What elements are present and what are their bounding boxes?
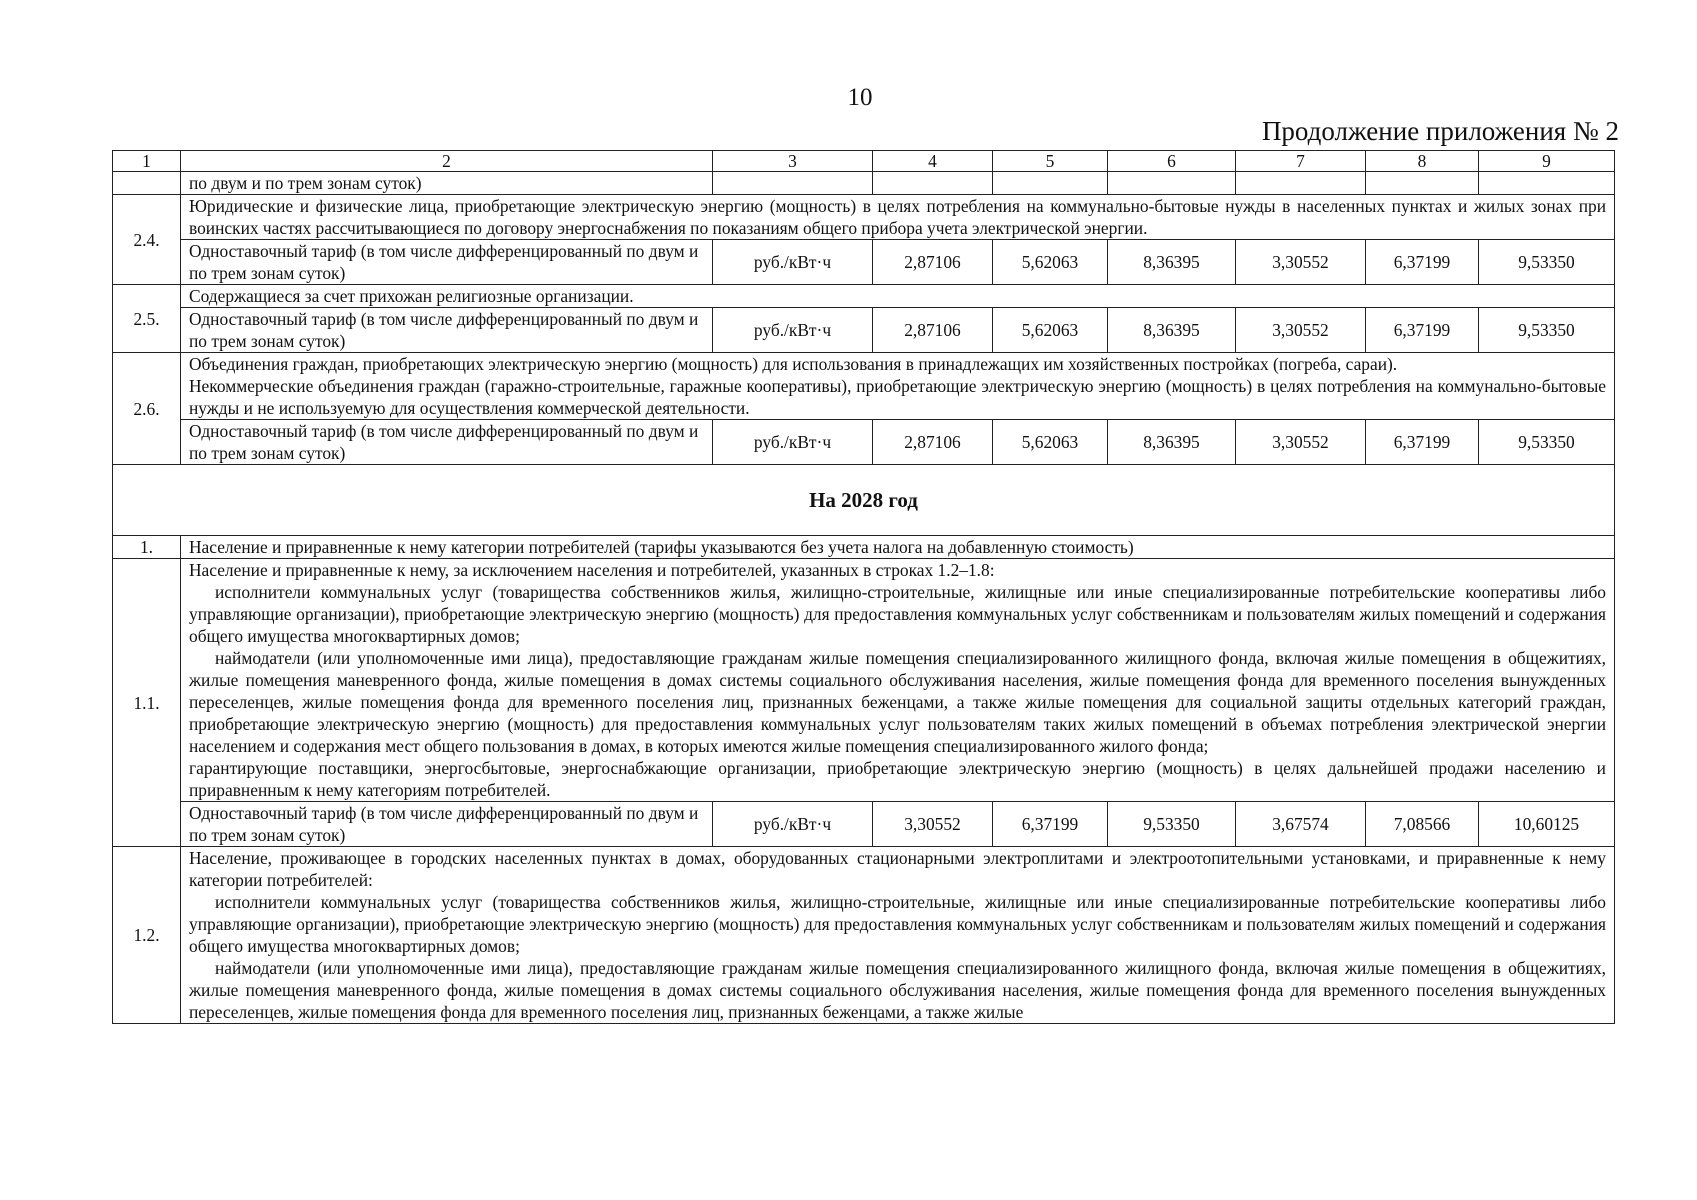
table-row bbox=[113, 285, 1615, 308]
empty-cell bbox=[993, 172, 1108, 195]
column-header: 9 bbox=[1479, 151, 1615, 172]
value-cell: 2,87106 bbox=[873, 308, 993, 353]
value-cell: 2,87106 bbox=[873, 240, 993, 285]
tariff-label: Одноставочный тариф (в том числе дифференцированный по двум и по трем зонам суток) bbox=[181, 802, 713, 847]
row-code-cell bbox=[113, 172, 181, 195]
empty-cell bbox=[1108, 172, 1236, 195]
value-cell: 2,87106 bbox=[873, 420, 993, 465]
value-cell: 8,36395 bbox=[1108, 240, 1236, 285]
value-cell: 9,53350 bbox=[1479, 308, 1615, 353]
value-cell: 6,37199 bbox=[1366, 240, 1479, 285]
unit-cell: руб./кВт·ч bbox=[713, 308, 873, 353]
tariff-label: Одноставочный тариф (в том числе дифференцированный по двум и по трем зонам суток) bbox=[181, 240, 713, 285]
column-header: 7 bbox=[1236, 151, 1366, 172]
continued-row bbox=[113, 172, 1615, 195]
row-description: Население и приравненные к нему категории потребителей (тарифы указываются без учета налога на добавленную стоимость) bbox=[181, 536, 1615, 559]
table-row bbox=[113, 536, 1615, 559]
description-line: Объединения граждан, приобретающих электрическую энергию (мощность) для использования в принадлежащих им хозяйственных постройках (погреба, сараи). bbox=[189, 354, 1398, 374]
column-header: 3 bbox=[713, 151, 873, 172]
row-code: 1.2. bbox=[113, 847, 181, 1024]
row-code: 2.4. bbox=[113, 195, 181, 285]
row-description bbox=[181, 353, 1615, 420]
value-cell: 3,30552 bbox=[1236, 240, 1366, 285]
row-description bbox=[181, 847, 1615, 1024]
table-row bbox=[113, 195, 1615, 240]
tariff-label: Одноставочный тариф (в том числе дифференцированный по двум и по трем зонам суток) bbox=[181, 420, 713, 465]
row-code: 1. bbox=[113, 536, 181, 559]
year-heading: На 2028 год bbox=[113, 465, 1615, 536]
description-paragraph: исполнители коммунальных услуг (товарищества собственников жилья, жилищно-строительные, жилищные или иные специализированные потребительские кооперативы либо управляющие организации), приобретающие электрическую энергию (мощность) для предоставления коммунальных услуг собственникам и пользователям жилых помещений и содержания общего имущества многоквартирных домов; bbox=[189, 892, 1606, 956]
description-paragraph: исполнители коммунальных услуг (товарищества собственников жилья, жилищно-строительные, жилищные или иные специализированные потребительские кооперативы либо управляющие организации), приобретающие электрическую энергию (мощность) для предоставления коммунальных услуг собственникам и пользователям жилых помещений и содержания общего имущества многоквартирных домов; bbox=[189, 582, 1606, 646]
appendix-continuation-title: Продолжение приложения № 2 bbox=[1261, 116, 1619, 146]
unit-cell: руб./кВт·ч bbox=[713, 240, 873, 285]
year-heading-row bbox=[113, 465, 1615, 536]
value-cell: 3,67574 bbox=[1236, 802, 1366, 847]
value-cell: 8,36395 bbox=[1108, 308, 1236, 353]
row-code: 2.6. bbox=[113, 353, 181, 465]
tariff-table bbox=[112, 150, 1615, 1024]
value-cell: 9,53350 bbox=[1479, 420, 1615, 465]
value-cell: 8,36395 bbox=[1108, 420, 1236, 465]
row-code: 1.1. bbox=[113, 559, 181, 847]
value-cell: 3,30552 bbox=[1236, 420, 1366, 465]
description-paragraph: наймодатели (или уполномоченные ими лица), предоставляющие гражданам жилые помещения специализированного жилищного фонда, включая жилые помещения в общежитиях, жилые помещения маневренного фонда, жилые помещения в домах системы социального обслуживания населения, жилые помещения фонда для временного поселения вынужденных переселенцев, жилые помещения фонда для временного поселения лиц, признанных беженцами, а также жилые bbox=[189, 958, 1606, 1022]
column-header: 1 bbox=[113, 151, 181, 172]
empty-cell bbox=[873, 172, 993, 195]
column-header: 4 bbox=[873, 151, 993, 172]
row-description: Содержащиеся за счет прихожан религиозные организации. bbox=[181, 285, 1615, 308]
column-header: 2 bbox=[181, 151, 713, 172]
tariff-row bbox=[113, 240, 1615, 285]
tariff-row bbox=[113, 308, 1615, 353]
continued-text: по двум и по трем зонам суток) bbox=[181, 172, 713, 195]
empty-cell bbox=[713, 172, 873, 195]
empty-cell bbox=[1236, 172, 1366, 195]
column-header: 5 bbox=[993, 151, 1108, 172]
value-cell: 6,37199 bbox=[1366, 308, 1479, 353]
description-paragraph: гарантирующие поставщики, энергосбытовые, энергоснабжающие организации, приобретающие электрическую энергию (мощность) в целях дальнейшей продажи населению и приравненным к нему категориям потребителей. bbox=[189, 758, 1606, 800]
unit-cell: руб./кВт·ч bbox=[713, 802, 873, 847]
row-description: Юридические и физические лица, приобретающие электрическую энергию (мощность) в целях потребления на коммунально-бытовые нужды в населенных пунктах и жилых зонах при воинских частях рассчитывающиеся по договору энергоснабжения по показаниям общего прибора учета электрической энергии. bbox=[181, 195, 1615, 240]
tariff-label: Одноставочный тариф (в том числе дифференцированный по двум и по трем зонам суток) bbox=[181, 308, 713, 353]
value-cell: 5,62063 bbox=[993, 308, 1108, 353]
value-cell: 6,37199 bbox=[1366, 420, 1479, 465]
value-cell: 3,30552 bbox=[873, 802, 993, 847]
value-cell: 7,08566 bbox=[1366, 802, 1479, 847]
table-row bbox=[113, 559, 1615, 802]
value-cell: 5,62063 bbox=[993, 240, 1108, 285]
description-paragraph: наймодатели (или уполномоченные ими лица), предоставляющие гражданам жилые помещения специализированного жилищного фонда, включая жилые помещения в общежитиях, жилые помещения маневренного фонда, жилые помещения в домах системы социального обслуживания населения, жилые помещения фонда для временного поселения вынужденных переселенцев, жилые помещения фонда для временного поселения лиц, признанных беженцами, а также жилые помещения для социальной защиты отдельных категорий граждан, приобретающие электрическую энергию (мощность) для предоставления коммунальных услуг пользователям таких жилых помещений в объемах потребления электрической энергии населением и содержания мест общего пользования в домах, в которых имеются жилые помещения специализированного жилого фонда; bbox=[189, 648, 1606, 756]
row-description bbox=[181, 559, 1615, 802]
value-cell: 10,60125 bbox=[1479, 802, 1615, 847]
column-number-header-row bbox=[113, 151, 1615, 172]
value-cell: 9,53350 bbox=[1479, 240, 1615, 285]
value-cell: 3,30552 bbox=[1236, 308, 1366, 353]
empty-cell bbox=[1479, 172, 1615, 195]
table-row bbox=[113, 353, 1615, 420]
row-code: 2.5. bbox=[113, 285, 181, 353]
value-cell: 6,37199 bbox=[993, 802, 1108, 847]
description-line: Некоммерческие объединения граждан (гаражно-строительные, гаражные кооперативы), приобретающие электрическую энергию (мощность) в целях потребления на коммунально-бытовые нужды и не используемую для осуществления коммерческой деятельности. bbox=[189, 376, 1606, 418]
column-header: 6 bbox=[1108, 151, 1236, 172]
description-intro: Население и приравненные к нему, за исключением населения и потребителей, указанных в строках 1.2–1.8: bbox=[189, 560, 995, 580]
value-cell: 5,62063 bbox=[993, 420, 1108, 465]
column-header: 8 bbox=[1366, 151, 1479, 172]
tariff-row bbox=[113, 420, 1615, 465]
empty-cell bbox=[1366, 172, 1479, 195]
value-cell: 9,53350 bbox=[1108, 802, 1236, 847]
page-number: 10 bbox=[847, 84, 873, 111]
unit-cell: руб./кВт·ч bbox=[713, 420, 873, 465]
table-row bbox=[113, 847, 1615, 1024]
description-intro: Население, проживающее в городских населенных пунктах в домах, оборудованных стационарными электроплитами и электроотопительными установками, и приравненные к нему категории потребителей: bbox=[189, 848, 1606, 890]
tariff-row bbox=[113, 802, 1615, 847]
